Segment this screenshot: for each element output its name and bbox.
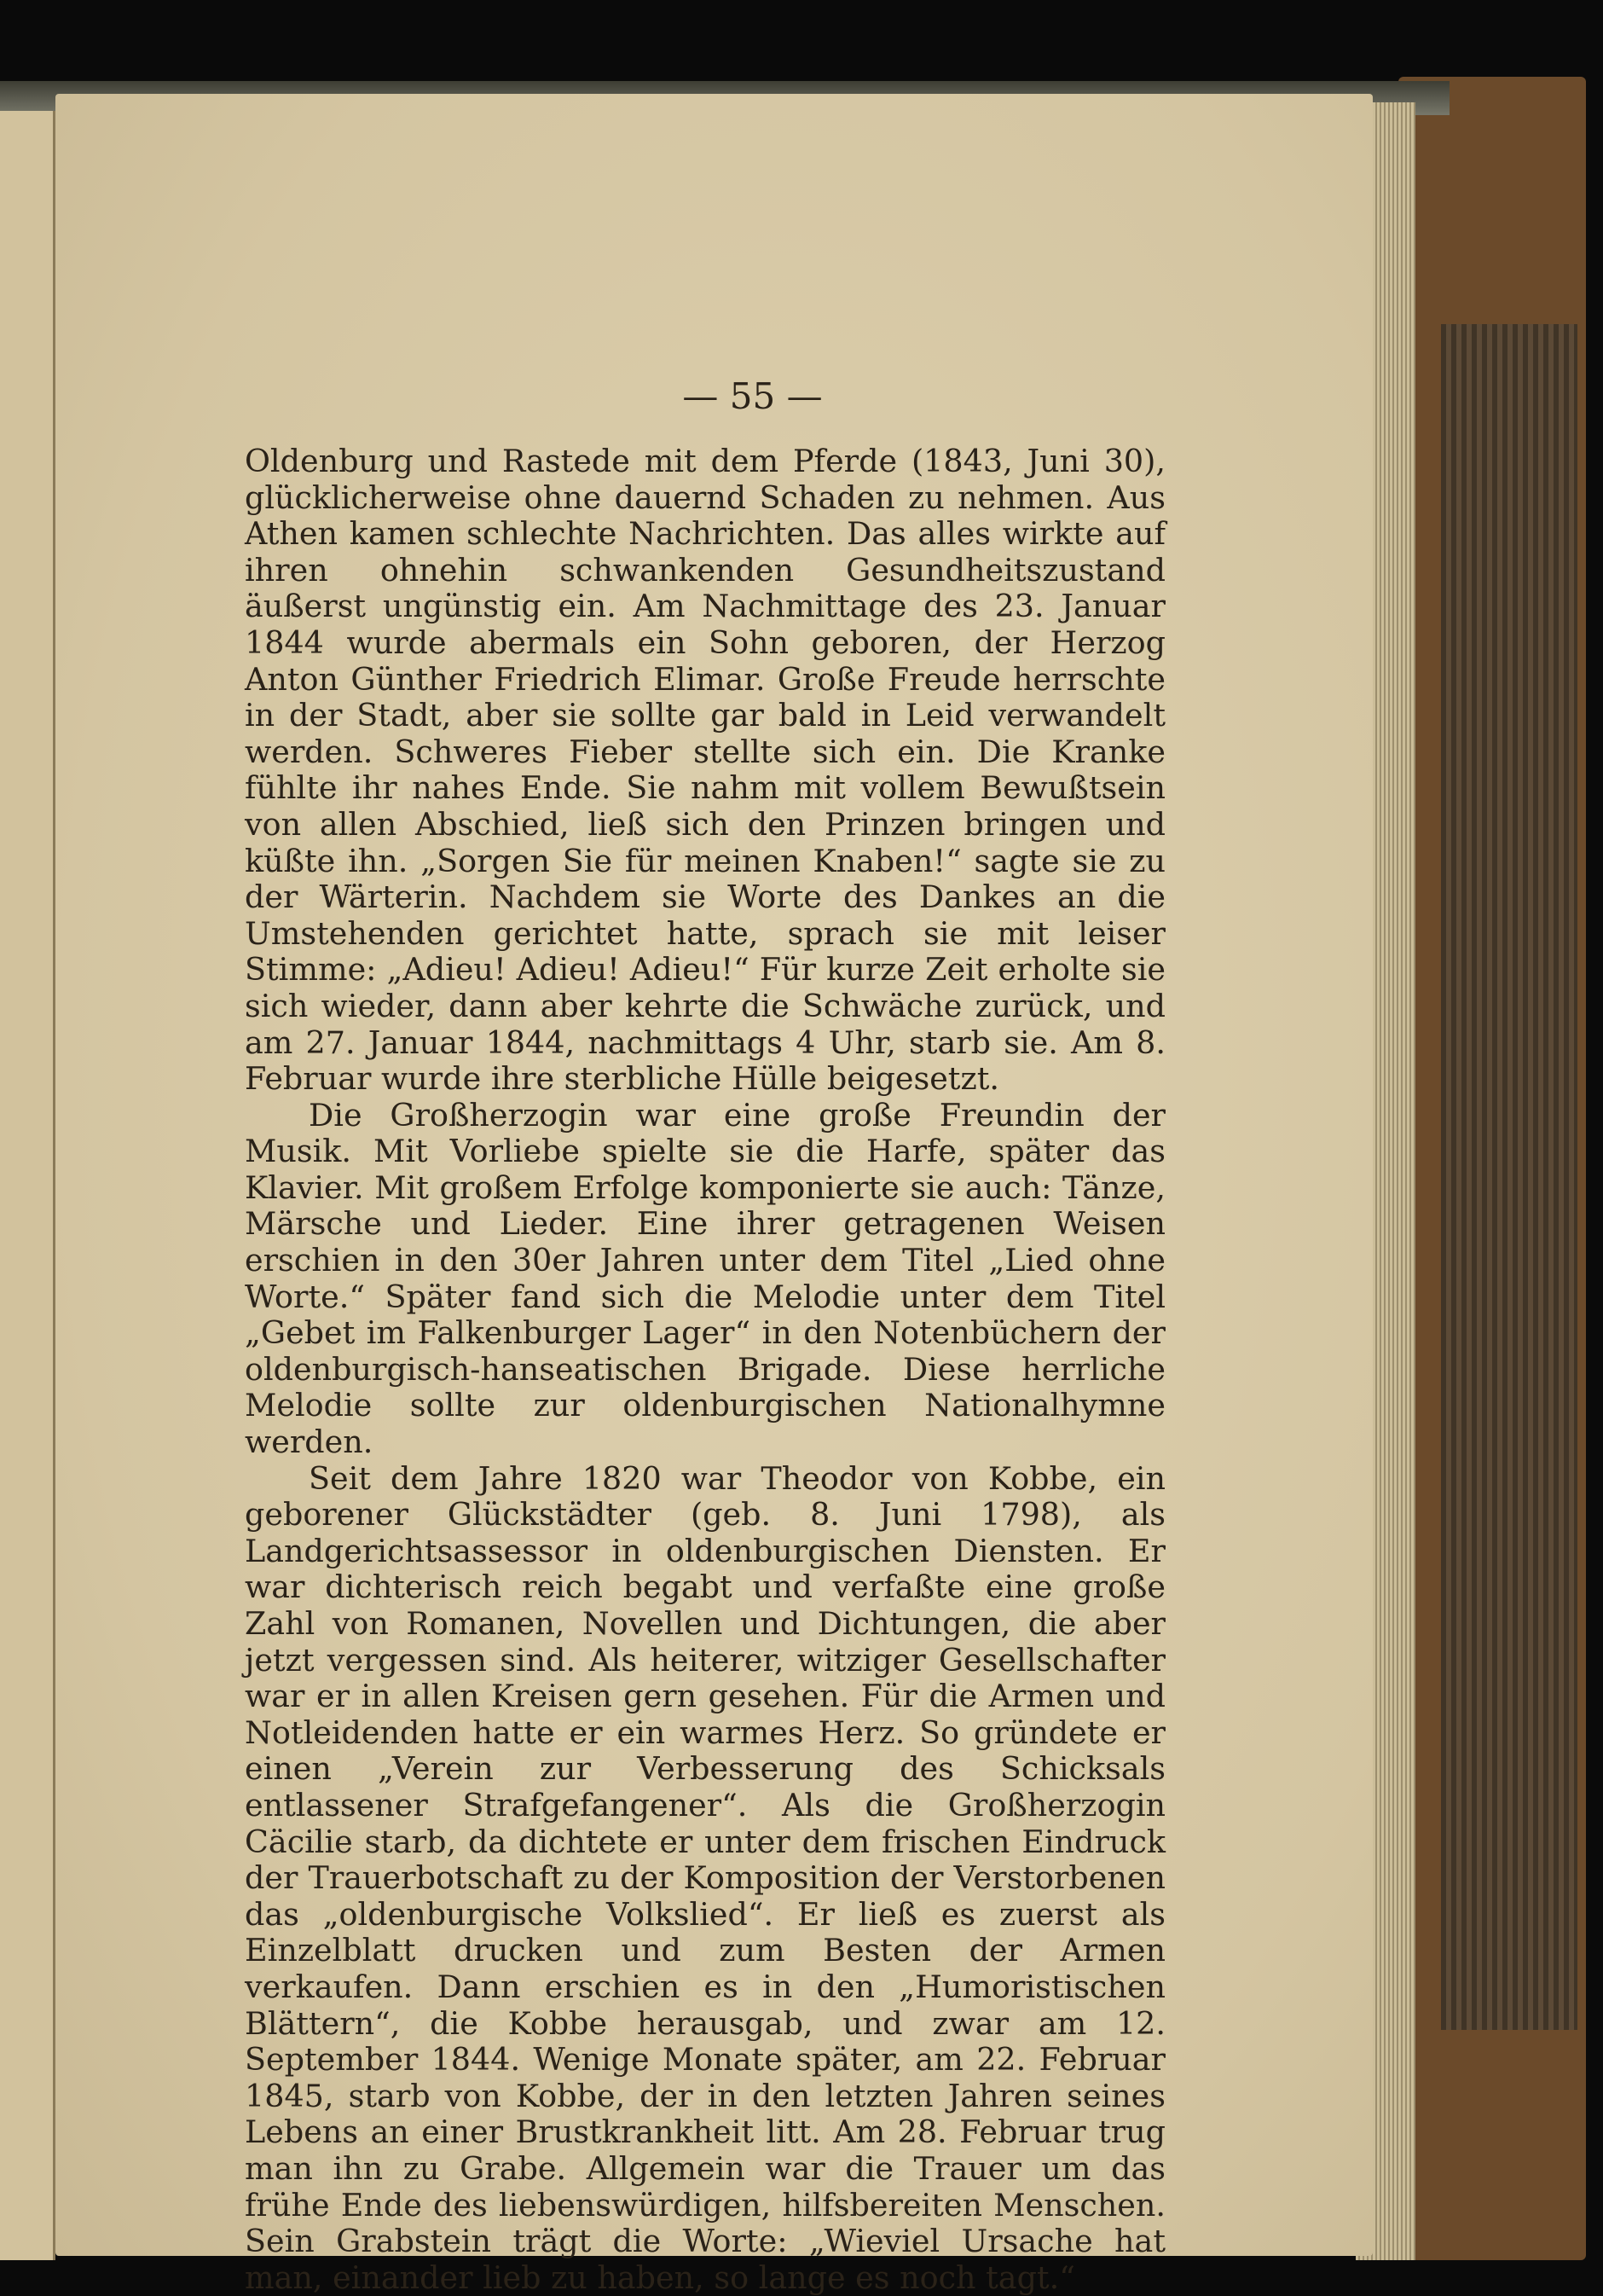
cover-marbled-edge [1441, 324, 1577, 2030]
book-page [55, 94, 1373, 2296]
page-body-text [245, 444, 1166, 2296]
paragraph-3: Seit dem Jahre 1820 war Theodor von Kobbe, ein geborener Glückstädter (geb. 8. Juni 1798), als Landgerichtsassessor in oldenburgischen Diensten. Er war dichterisch reich begabt und verfaßte eine große Zahl von Romanen, Novellen und Dichtungen, die aber jetzt vergessen sind. Als heiterer, witziger Gesellschafter war er in allen Kreisen gern gesehen. Für die Armen und Notleidenden hatte er ein warmes Herz. So gründete er einen „Verein zur Verbesserung des Schicksals entlassener Strafgefangener“. Als die Großherzogin Cäcilie starb, da dichtete er unter dem frischen Eindruck der Trauerbotschaft zu der Komposition der Verstorbenen das „oldenburgische Volkslied“. Er ließ es zuerst als Einzelblatt drucken und zum Besten der Armen verkaufen. Dann erschien es in den „Humoristischen Blättern“, die Kobbe herausgab, und zwar am 12. September 1844. Wenige Monate später, am 22. Februar 1845, starb von Kobbe, der in den letzten Jahren seines Lebens an einer Brustkrankheit litt. Am 28. Februar trug man ihn zu Grabe. Allgemein war die Trauer um das frühe Ende des liebenswürdigen, hilfsbereiten Menschen. Sein Grabstein trägt die Worte: „Wieviel Ursache hat man, einander lieb zu haben, so lange es noch tagt.“ [245, 1459, 1166, 2296]
paragraph-1: Oldenburg und Rastede mit dem Pferde (1843, Juni 30), glücklicherweise ohne dauernd Schaden zu nehmen. Aus Athen kamen schlechte Nachrichten. Das alles wirkte auf ihren ohnehin schwankenden Gesundheitszustand äußerst ungünstig ein. Am Nachmittage des 23. Januar 1844 wurde abermals ein Sohn geboren, der Herzog Anton Günther Friedrich Elimar. Große Freude herrschte in der Stadt, aber sie sollte gar bald in Leid verwandelt werden. Schweres Fieber stellte sich ein. Die Kranke fühlte ihr nahes Ende. Sie nahm mit vollem Bewußtsein von allen Abschied, ließ sich den Prinzen bringen und küßte ihn. „Sorgen Sie für meinen Knaben!“ sagte sie zu der Wärterin. Nachdem sie Worte des Dankes an die Umstehenden gerichtet hatte, sprach sie mit leiser Stimme: „Adieu! Adieu! Adieu!“ Für kurze Zeit erholte sie sich wieder, dann aber kehrte die Schwäche zurück, und am 27. Januar 1844, nachmittags 4 Uhr, starb sie. Am 8. Februar wurde ihre sterbliche Hülle beigesetzt. [245, 443, 1166, 1098]
paragraph-2: Die Großherzogin war eine große Freundin der Musik. Mit Vorliebe spielte sie die Harfe, später das Klavier. Mit großem Erfolge komponierte sie auch: Tänze, Märsche und Lieder. Eine ihrer getragenen Weisen erschien in den 30er Jahren unter dem Titel „Lied ohne Worte.“ Später fand sich die Melodie unter dem Titel „Gebet im Falkenburger Lager“ in den Notenbüchern der oldenburgisch-hanseatischen Brigade. Diese herrliche Melodie sollte zur oldenburgischen Nationalhymne werden. [245, 1096, 1166, 1461]
page-number-header: — 55 — [682, 375, 823, 417]
left-page-edge [0, 111, 55, 2260]
